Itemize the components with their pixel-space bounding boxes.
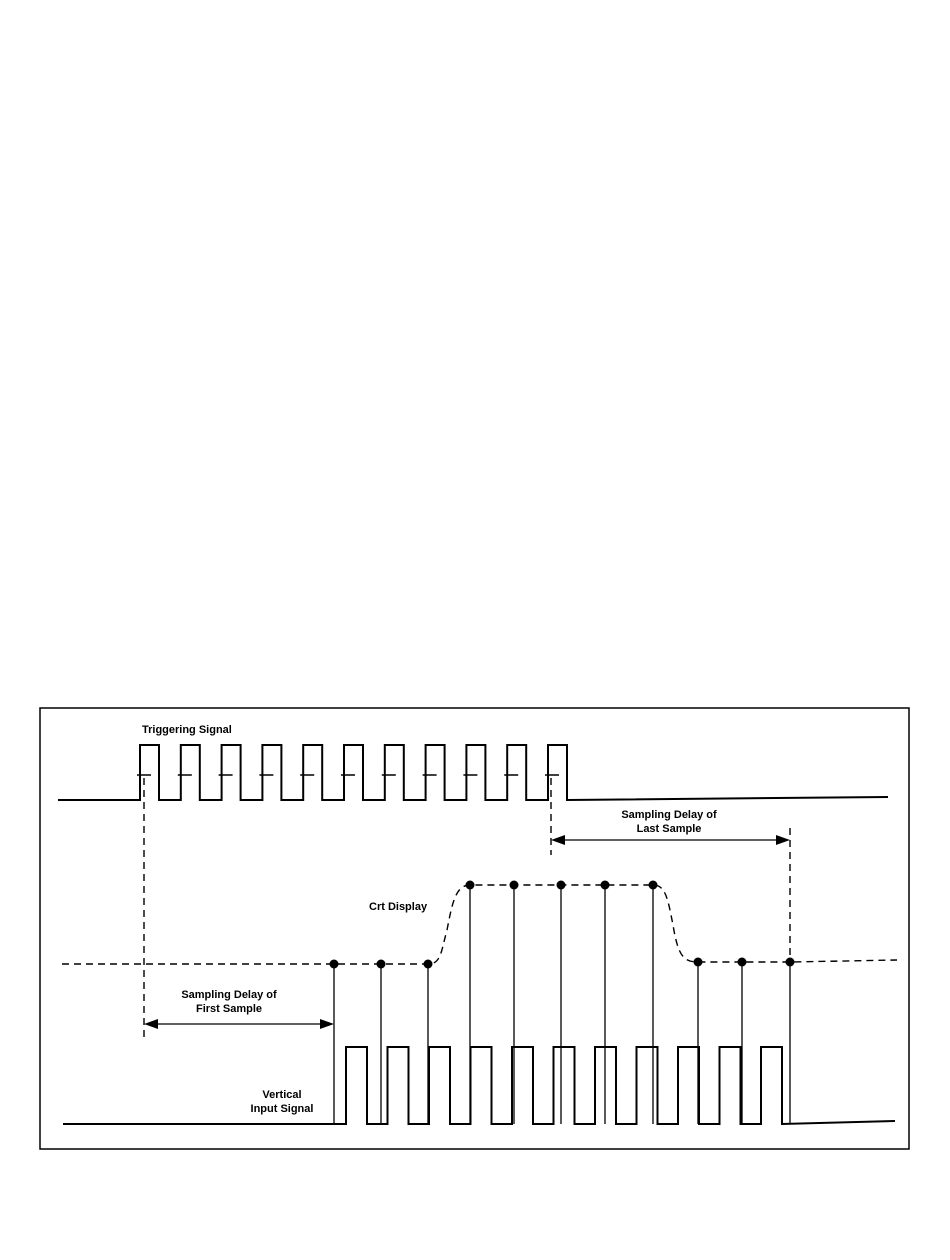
sample-lines <box>334 885 790 1124</box>
crt-sample-dot <box>510 881 519 890</box>
crt-sample-dot <box>466 881 475 890</box>
crt-sample-dot <box>330 960 339 969</box>
last-sample-delay-label-line2: Last Sample <box>636 823 702 835</box>
crt-sample-dot <box>424 960 433 969</box>
crt-display-dots <box>330 881 795 969</box>
triggering-signal-waveform <box>58 745 888 800</box>
crt-sample-dot <box>694 958 703 967</box>
crt-sample-dot <box>601 881 610 890</box>
triggering-signal-label: Triggering Signal <box>142 724 232 736</box>
crt-display-trace <box>62 885 897 964</box>
crt-display-label: Crt Display <box>369 901 428 913</box>
first-sample-delay-label-line1: Sampling Delay of <box>181 989 277 1001</box>
crt-sample-dot <box>377 960 386 969</box>
diagram-frame <box>40 708 909 1149</box>
vertical-input-signal-waveform <box>63 1047 895 1124</box>
crt-sample-dot <box>738 958 747 967</box>
last-sample-delay-arrow <box>551 835 790 845</box>
first-sample-delay-label-line2: First Sample <box>195 1003 263 1015</box>
crt-sample-dot <box>557 881 566 890</box>
last-sample-delay-label-line1: Sampling Delay of <box>621 809 717 821</box>
crt-sample-dot <box>649 881 658 890</box>
vertical-input-label-line2: Input Signal <box>250 1103 314 1115</box>
first-sample-delay-arrow <box>144 1019 334 1029</box>
vertical-input-label-line1: Vertical <box>262 1089 302 1101</box>
